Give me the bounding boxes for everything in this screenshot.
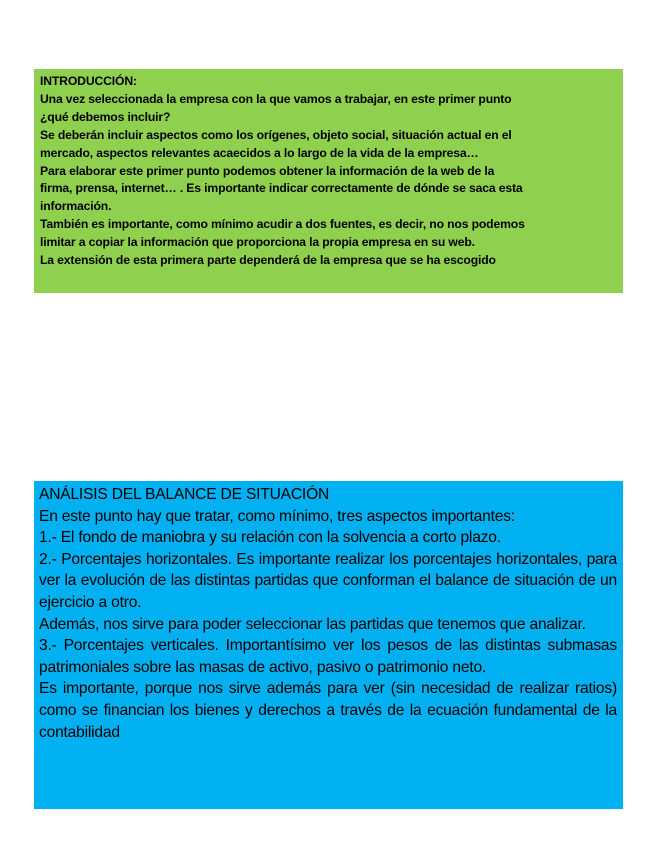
balance-title: ANÁLISIS DEL BALANCE DE SITUACIÓN (39, 486, 330, 503)
introduccion-line: ¿qué debemos incluir? (40, 109, 171, 124)
introduccion-line: Una vez seleccionada la empresa con la que vamos a trabajar, en este primer punto (40, 91, 512, 106)
balance-point-1: 1.- El fondo de maniobra y su relación con la solvencia a corto plazo. (39, 529, 501, 547)
introduccion-line: Para elaborar este primer punto podemos obtener la información de la web de la (40, 163, 495, 178)
introduccion-line: La extensión de esta primera parte dependerá de la empresa que se ha escogido (40, 253, 496, 268)
balance-point-2: 2.- Porcentajes horizontales. Es importante realizar los porcentajes horizontales, para ver la evolución de las distintas partidas que conforman el balance de situación de un ejercicio a otro. (39, 550, 617, 611)
introduccion-line: limitar a copiar la información que proporciona la propia empresa en su web. (40, 235, 475, 250)
introduccion-line: También es importante, como mínimo acudir a dos fuentes, es decir, no nos podemos (40, 217, 525, 232)
introduccion-line: Se deberán incluir aspectos como los orígenes, objeto social, situación actual en el (40, 127, 512, 142)
balance-intro: En este punto hay que tratar, como mínimo, tres aspectos importantes: (39, 507, 515, 525)
introduccion-title: INTRODUCCIÓN: (40, 74, 137, 88)
introduccion-line: información. (40, 199, 112, 214)
introduccion-line: mercado, aspectos relevantes acaecidos a lo largo de la vida de la empresa… (40, 145, 479, 160)
introduccion-box (34, 69, 623, 293)
balance-point-3-extra: Es importante, porque nos sirve además para ver (sin necesidad de realizar ratios) como se financian los bienes y derechos a través de la ecuación fundamental de la contabilidad (39, 680, 617, 741)
balance-point-2-extra: Además, nos sirve para poder seleccionar las partidas que tenemos que analizar. (39, 615, 586, 633)
balance-analysis-box (34, 481, 623, 809)
balance-point-3: 3.- Porcentajes verticales. Importantísimo ver los pesos de las distintas submasas patrimoniales sobre las masas de activo, pasivo o patrimonio neto. (39, 637, 617, 676)
introduccion-line: firma, prensa, internet… . Es importante indicar correctamente de dónde se saca esta (40, 181, 523, 196)
